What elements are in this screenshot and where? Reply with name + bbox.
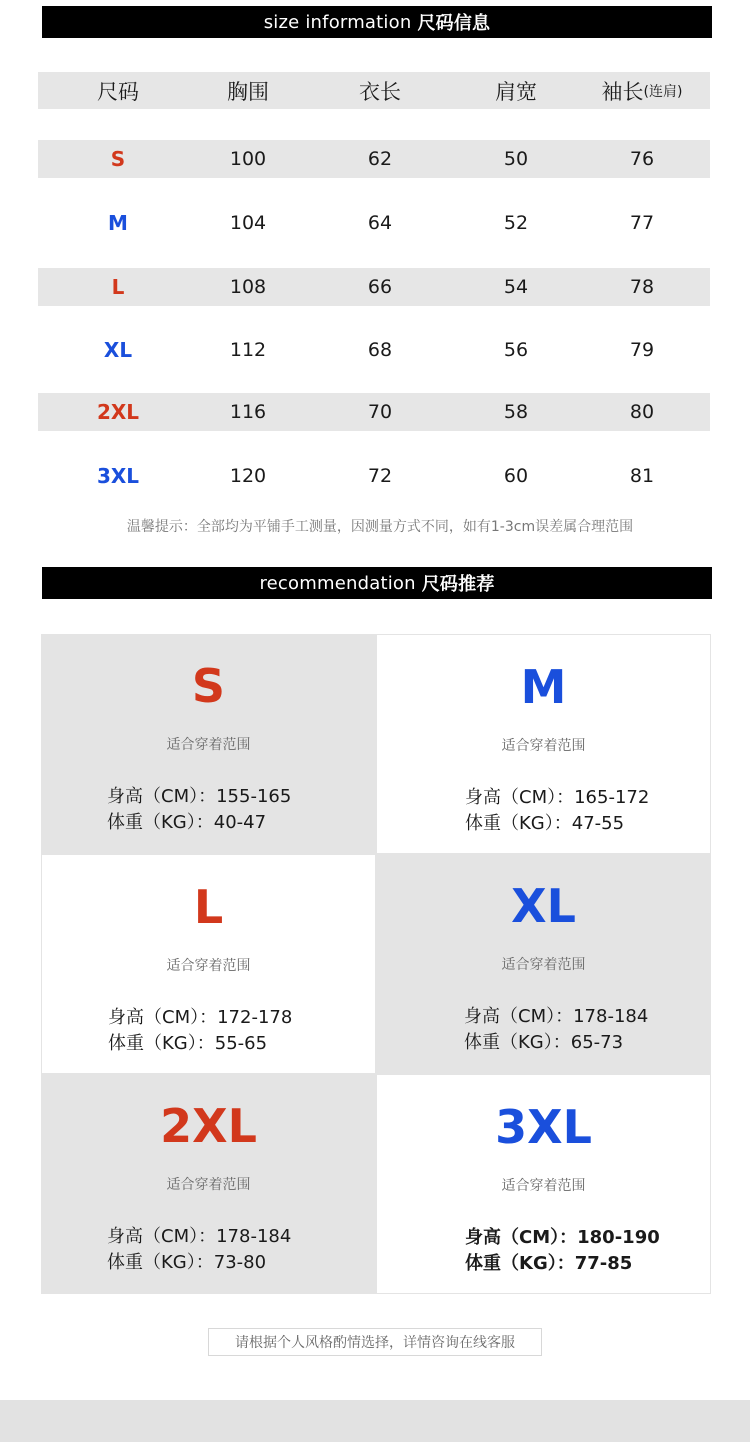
rec-card-3xl: [376, 1074, 711, 1294]
row-length: 64: [367, 212, 393, 234]
size-information-title-en: size information: [263, 11, 412, 33]
rec-weight: 体重（KG）：55-65: [108, 1033, 268, 1054]
header-size: 尺码: [97, 79, 139, 104]
row-shoulder: 56: [503, 339, 529, 361]
bottom-band: [0, 1400, 750, 1442]
rec-weight: 体重（KG）：73-80: [107, 1252, 267, 1273]
recommendation-title-en: recommendation: [259, 572, 416, 594]
rec-size-label: L: [193, 880, 224, 934]
footer-note: 请根据个人风格酌情选择，详情咨询在线客服: [208, 1328, 542, 1356]
row-sleeve: 76: [629, 148, 655, 170]
row-chest: 112: [229, 339, 267, 361]
rec-measurements: [465, 1225, 660, 1277]
row-size: XL: [103, 338, 133, 362]
rec-size-label: 2XL: [160, 1099, 257, 1153]
header-sleeve-label: 袖长: [601, 79, 644, 104]
rec-size-label: XL: [511, 879, 576, 933]
rec-size-label: M: [520, 660, 567, 714]
row-size: 2XL: [96, 400, 140, 424]
rec-size-label: 3XL: [495, 1100, 592, 1154]
rec-subtitle: 适合穿着范围: [501, 1178, 586, 1194]
row-chest: 104: [229, 212, 267, 234]
row-sleeve: 78: [629, 276, 655, 298]
rec-height: 身高（CM）：180-190: [465, 1227, 660, 1248]
row-length: 66: [367, 276, 393, 298]
row-length: 72: [367, 465, 393, 487]
row-shoulder: 50: [503, 148, 529, 170]
table-row: [38, 457, 710, 495]
rec-height: 身高（CM）：165-172: [465, 787, 650, 808]
rec-height: 身高（CM）：172-178: [108, 1007, 293, 1028]
rec-card-m: [376, 634, 711, 854]
rec-subtitle: 适合穿着范围: [166, 958, 251, 974]
rec-weight: 体重（KG）：65-73: [464, 1032, 624, 1053]
row-sleeve: 77: [629, 212, 655, 234]
rec-measurements: [108, 1005, 292, 1057]
rec-measurements: [107, 1224, 291, 1276]
rec-weight: 体重（KG）：40-47: [107, 812, 267, 833]
recommendation-grid: [41, 634, 712, 1294]
row-chest: 116: [229, 401, 267, 423]
rec-card-xl: [376, 854, 711, 1074]
row-chest: 120: [229, 465, 267, 487]
row-sleeve: 80: [629, 401, 655, 423]
row-chest: 100: [229, 148, 267, 170]
row-length: 70: [367, 401, 393, 423]
table-row: [38, 204, 710, 242]
rec-card-s: [41, 634, 376, 854]
rec-height: 身高（CM）：155-165: [107, 786, 292, 807]
size-information-header: [42, 6, 712, 38]
rec-weight: 体重（KG）：47-55: [465, 813, 625, 834]
row-size: S: [110, 147, 126, 171]
rec-card-2xl: [41, 1074, 376, 1294]
rec-size-label: S: [191, 659, 226, 713]
size-table-header-row: [38, 72, 710, 109]
header-sleeve-suffix: (连肩): [643, 83, 683, 100]
header-shoulder: 肩宽: [495, 79, 537, 104]
row-chest: 108: [229, 276, 267, 298]
measurement-note: 温馨提示：全部均为平铺手工测量，因测量方式不同，如有1-3cm误差属合理范围: [126, 519, 634, 535]
row-shoulder: 60: [503, 465, 529, 487]
row-length: 62: [367, 148, 393, 170]
table-row: [38, 331, 710, 369]
row-shoulder: 52: [503, 212, 529, 234]
table-row: [38, 393, 710, 431]
row-shoulder: 58: [503, 401, 529, 423]
rec-height: 身高（CM）：178-184: [464, 1006, 649, 1027]
recommendation-header: [42, 567, 712, 599]
rec-height: 身高（CM）：178-184: [107, 1226, 292, 1247]
rec-subtitle: 适合穿着范围: [501, 738, 586, 754]
table-row: [38, 268, 710, 306]
row-size: M: [108, 211, 128, 235]
header-chest: 胸围: [227, 79, 269, 104]
rec-measurements: [464, 1004, 648, 1056]
rec-measurements: [107, 784, 291, 836]
rec-weight: 体重（KG）：77-85: [465, 1253, 633, 1274]
row-shoulder: 54: [503, 276, 529, 298]
row-length: 68: [367, 339, 393, 361]
row-sleeve: 79: [629, 339, 655, 361]
rec-measurements: [465, 785, 649, 837]
recommendation-title-zh: 尺码推荐: [421, 574, 495, 595]
rec-subtitle: 适合穿着范围: [501, 957, 586, 973]
header-sleeve: [582, 72, 702, 109]
row-size: 3XL: [96, 464, 140, 488]
rec-subtitle: 适合穿着范围: [166, 1177, 251, 1193]
rec-card-l: [41, 854, 376, 1074]
row-size: L: [111, 275, 125, 299]
header-length: 衣长: [359, 79, 401, 104]
table-row: [38, 140, 710, 178]
rec-subtitle: 适合穿着范围: [166, 737, 251, 753]
row-sleeve: 81: [629, 465, 655, 487]
size-information-title-zh: 尺码信息: [417, 13, 491, 34]
